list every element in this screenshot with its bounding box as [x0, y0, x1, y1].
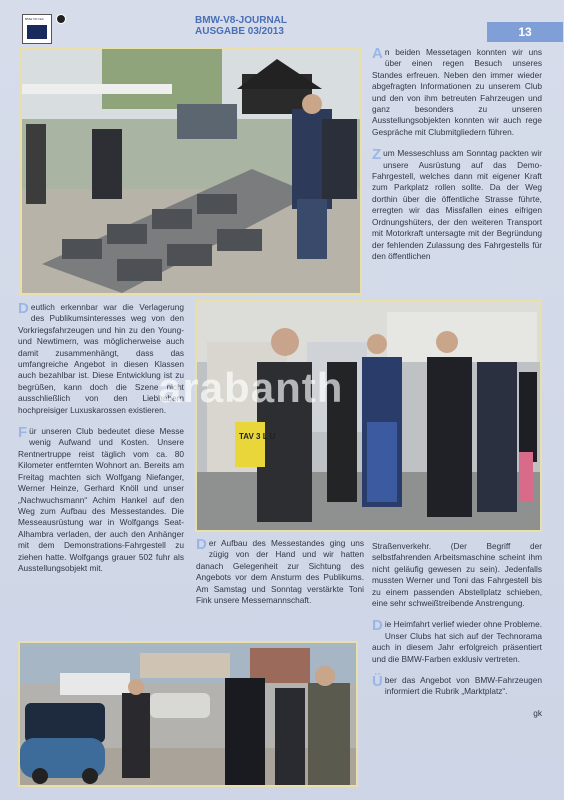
- club-logo-label: BMW V8 Club: [25, 17, 44, 21]
- dropcap: D: [372, 617, 383, 635]
- text-column-mid-bottom: [196, 538, 364, 616]
- dropcap: A: [372, 45, 383, 62]
- issue-label: AUSGABE 03/2013: [195, 26, 284, 37]
- paragraph-8: [372, 675, 542, 698]
- dropcap: Z: [372, 146, 382, 164]
- journal-header: [195, 15, 287, 37]
- club-emblem-icon: [27, 25, 47, 39]
- paragraph-body: eutlich erkennbar war die Verlagerung des Publikumsinteresses weg von den Vorkriegsfahrzeugen und hin zu den Young- und Newtimern, was möglicherweise auch damit zusammenhängt, dass das umfangreiche Angebot in diesen Klassen auch bezahlbar ist. Diese Entwicklung ist zu begrüßen, kann doch die Szene nicht ausschließlich von den Liebhabern hochpreisiger Luxuskarossen existieren.: [18, 302, 184, 415]
- paragraph-body: er Aufbau des Messestandes ging uns zügig von der Hand und wir hatten danach Gelegenheit zur Sichtung des Angebots vor dem Ansturm des Publikums. Am Samstag und Sonntag verstärkte Toni Fink unsere Messemannschaft.: [196, 538, 364, 606]
- club-logo: [22, 14, 52, 44]
- page-number: 13: [487, 22, 563, 42]
- photo-outdoor-cars: [18, 641, 358, 787]
- bmw-roundel-icon: [56, 14, 66, 24]
- dropcap: F: [18, 424, 28, 442]
- paragraph-body: ür unseren Club bedeutet diese Messe wenig Aufwand und Kosten. Unsere Rentnertruppe reist täglich vom ca. 80 Kilometer entfernten Wohnort an. Bereits am Freitag machten sich Wolfgang Niefanger, Werner Heinze, Gerhard Knöll und unser „Nachwuchsmann“ Achim Hankel auf den Weg zum Aufbau des Messestandes. Die Messeausrüstung war in Wolfgangs Seat-Alhambra verladen, der auch den Anhänger mit dem Demonstrations-Fahrgestell zu ziehen hatte. Wolfgangs grauer 502 fuhr als Ausstellungsobjekt mit.: [18, 426, 184, 573]
- paragraph-body: ber das Angebot von BMW-Fahrzeugen informiert die Rubrik „Marktplatz“.: [384, 675, 542, 697]
- paragraph-1: [372, 47, 542, 138]
- text-column-right-bottom: [372, 541, 542, 719]
- text-column-left-mid: [18, 302, 184, 584]
- paragraph-body: um Messeschluss am Sonntag packten wir unsere Ausrüstung auf das Demo-Fahrgestell, welches dann mit eigener Kraft zum Parkplatz rollen sollte. Da der Weg dorthin über die öffentliche Strasse führte, erregten wir das Missfallen eines eifrigen Ordnungshüters, der den weiteren Transport mit Motorkraft untersagte mit der Begründung der fehlenden Zulassung des Fahrgestells für den öffentlichen: [372, 148, 542, 261]
- photo-indoor-hall: [195, 300, 542, 532]
- watermark: arabanth: [158, 364, 344, 411]
- dropcap: D: [196, 536, 207, 553]
- paragraph-2: [372, 148, 542, 262]
- paragraph-body: ie Heimfahrt verlief wieder ohne Probleme. Unser Clubs hat sich auf der Technorama auch in diesem Jahr erfolgreich präsentiert und die BMW-Farben exklusiv vertreten.: [372, 619, 542, 664]
- paragraph-body: n beiden Messetagen konnten wir uns über einen regen Besuch unseres Standes erfreuen. Neben den immer wieder abgefragten Informationen zu unserem Club und den von ihm betreuten Fahrzeugen und ganz besonders zu unseren Ausstellungsobjekten konnten wir auch rege Gespräche mit Clubmitgliedern führen.: [372, 47, 542, 137]
- dropcap: D: [18, 300, 29, 317]
- dropcap: Ü: [372, 673, 383, 691]
- photo-market-parts: [20, 47, 362, 295]
- paragraph-5: [196, 538, 364, 606]
- text-column-right-top: [372, 47, 542, 272]
- paragraph-body: Straßenverkehr. (Der Begriff der selbstfahrenden Arbeitsmaschine scheint ihm nicht geläufig gewesen zu sein). Jedenfalls mussten Werner und Toni das Fahrgestell bis zu einem passenden Abstellplatz schieben, eine sehr schweißtreibende Anstrengung.: [372, 541, 542, 609]
- journal-title: BMW-V8-JOURNAL: [195, 15, 288, 26]
- paragraph-4: [18, 426, 184, 574]
- photo-sign-text: TAV 3 L U: [239, 432, 276, 441]
- author-signature: gk: [533, 707, 542, 718]
- paragraph-7: [372, 619, 542, 665]
- paragraph-6: [372, 541, 542, 609]
